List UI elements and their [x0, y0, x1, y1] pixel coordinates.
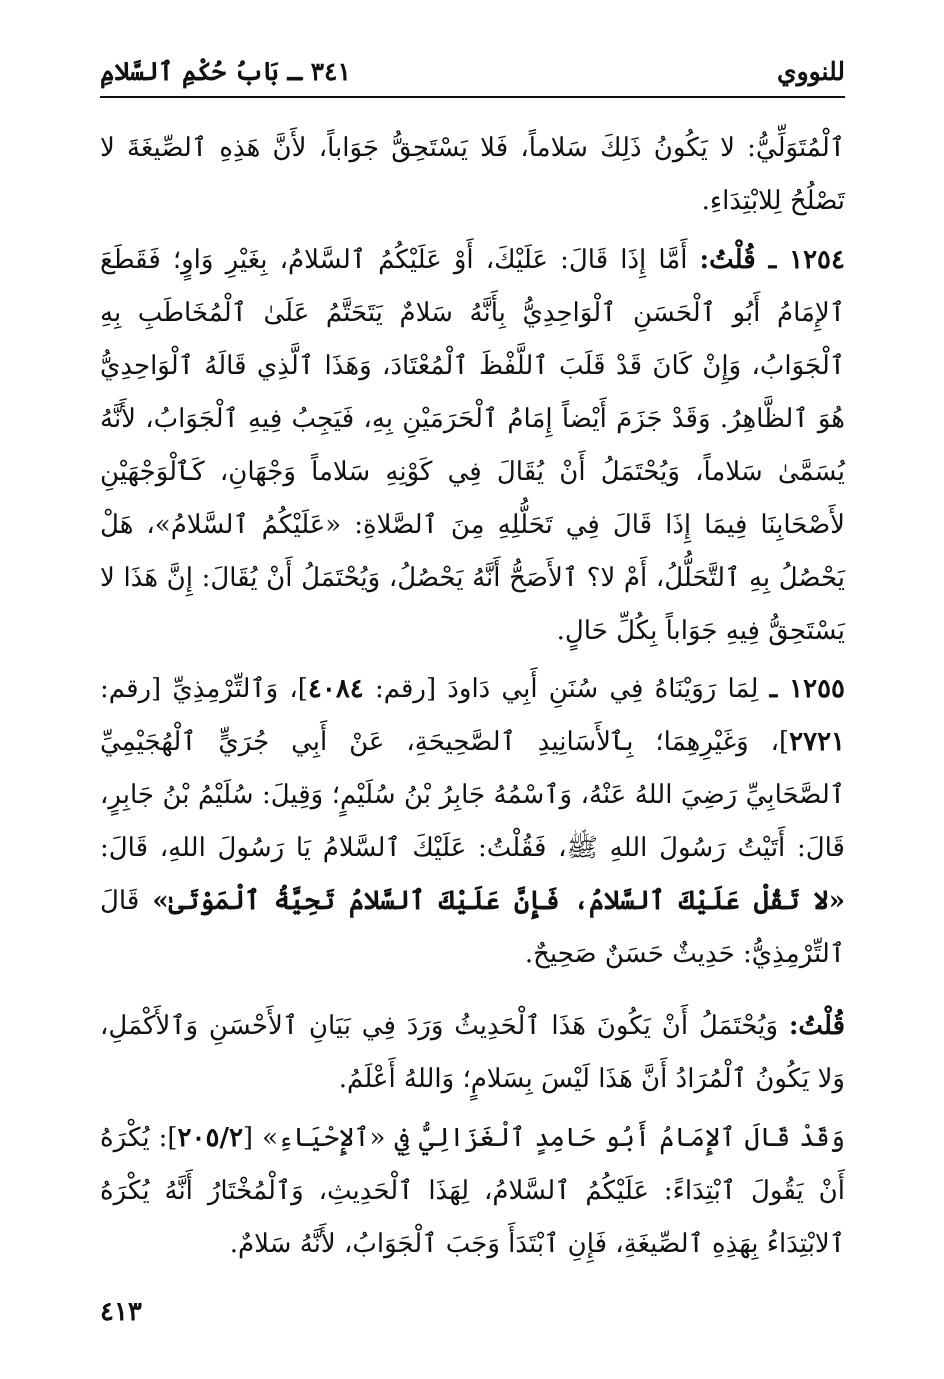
chapter-title: ٣٤١ ـ بَابُ حُكْمِ ٱلسَّلامِ — [100, 57, 351, 86]
paragraph-1 — [100, 122, 845, 228]
paragraph-1255-text-a: لِمَا رَوَيْنَاهُ فِي سُنَنِ أَبِي دَاودَ [رقم: — [363, 674, 770, 704]
qultu-lead: قُلْتُ: — [788, 1011, 845, 1041]
paragraph-qultu-text: وَيُحْتَمَلُ أَنْ يَكُونَ هَذَا ٱلْحَدِيثُ وَرَدَ فِي بَيَانِ ٱلأَحْسَنِ وَٱلأَكْمَلِ، وَلا يَكُونُ ٱلْمُرَادُ أَنَّ هَذَا لَيْسَ بِسَلامٍ؛ وَاللهُ أَعْلَمُ. — [100, 1011, 845, 1094]
paragraph-1255-text-c: ]، وَغَيْرِهِمَا؛ بِٱلأَسَانِيدِ ٱلصَّحِيحَةِ، عَنْ أَبِي جُرَيٍّ ٱلْهُجَيْمِيِّ ٱلصَّحَابِيِّ رَضِيَ اللهُ عَنْهُ، وَٱسْمُهُ جَابِرُ بْنُ سُلَيْمٍ؛ وَقِيلَ: سُلَيْمُ بْنُ جَابِرٍ، قَالَ: أَتَيْتُ رَسُولَ اللهِ ﷺ، فَقُلْتُ: عَلَيْكَ ٱلسَّلامُ يَا رَسُولَ اللهِ، قَالَ: — [100, 727, 845, 863]
paragraph-ghazali — [100, 1112, 845, 1271]
paragraph-ghazali-text-a: وَقَدْ قَالَ ٱلإِمَامُ أَبُو حَامِدٍ ٱلْغَزَالِيُّ فِي «ٱلإِحْيَاءِ» [ — [242, 1123, 845, 1153]
paragraph-1-text: ٱلْمُتَوَلِّيُّ: لا يَكُونُ ذَلِكَ سَلاماً، فَلا يَسْتَحِقُّ جَوَاباً، لأَنَّ هَذِهِ ٱلصِّيغَةَ لا تَصْلُحُ لِلابْتِدَاءِ. — [100, 133, 845, 216]
reference-abu-dawud: ٤٠٨٤ — [307, 674, 364, 704]
page-number: ٤١٣ — [100, 1297, 142, 1327]
hadith-quote: «لا تَقُلْ عَلَيْكَ ٱلسَّلامُ، فَإِنَّ عَلَيْكَ ٱلسَّلامُ تَحِيَّةُ ٱلْمَوْتَىٰ» — [152, 886, 845, 916]
paragraph-1255-text-b: ]، وَٱلتِّرْمِذِيِّ [رقم: — [100, 674, 308, 704]
running-header — [100, 48, 845, 88]
header-rule — [100, 96, 845, 98]
paragraph-1255 — [100, 663, 845, 981]
book-title: للنووي — [777, 57, 845, 86]
reference-tirmidhi: ٢٧٢١ — [789, 727, 845, 757]
entry-number-1255: ١٢٥٥ ـ — [769, 674, 845, 704]
paragraph-qultu — [100, 1000, 845, 1106]
entry-number-1254: ١٢٥٤ ـ قُلْتُ: — [699, 245, 845, 275]
paragraph-1255-text-d: قَالَ ٱلتِّرْمِذِيُّ: حَدِيثٌ حَسَنٌ صَحِيحٌ. — [100, 886, 845, 969]
paragraph-1254-text: أَمَّا إِذَا قَالَ: عَلَيْكَ، أَوْ عَلَيْكُمُ ٱلسَّلامُ، بِغَيْرِ وَاوٍ؛ فَقَطَعَ ٱلإِمَامُ أَبُو ٱلْحَسَنِ ٱلْوَاحِدِيُّ بِأَنَّهُ سَلامٌ يَتَحَتَّمُ عَلَىٰ ٱلْمُخَاطَبِ بِهِ ٱلْجَوَابُ، وَإِنْ كَانَ قَدْ قَلَبَ ٱللَّفْظَ ٱلْمُعْتَادَ، وَهَذَا ٱلَّذِي قَالَهُ ٱلْوَاحِدِيُّ هُوَ ٱلظَّاهِرُ. وَقَدْ جَزَمَ أَيْضاً إِمَامُ ٱلْحَرَمَيْنِ بِهِ، فَيَجِبُ فِيهِ ٱلْجَوَابُ، لأَنَّهُ يُسَمَّىٰ سَلاماً، وَيُحْتَمَلُ أَنْ يُقَالَ فِي كَوْنِهِ سَلاماً وَجْهَانِ، كَٱلْوَجْهَيْنِ لأَصْحَابِنَا فِيمَا إِذَا قَالَ فِي تَحَلُّلِهِ مِنَ ٱلصَّلاةِ: «عَلَيْكُمُ ٱلسَّلامُ»، هَلْ يَحْصُلُ بِهِ ٱلتَّحَلُّلُ، أَمْ لا؟ ٱلأَصَحُّ أَنَّهُ يَحْصُلُ، وَيُحْتَمَلُ أَنْ يُقَالَ: إِنَّ هَذَا لا يَسْتَحِقُّ فِيهِ جَوَاباً بِكُلِّ حَالٍ. — [100, 245, 845, 646]
reference-ihya: ٢٠٥/٢ — [177, 1123, 243, 1153]
paragraph-ghazali-text-b: ]: يُكْرَهُ أَنْ يَقُولَ ٱبْتِدَاءً: عَلَيْكُمُ ٱلسَّلامُ، لِهَذَا ٱلْحَدِيثِ، وَٱلْمُخْتَارُ أَنَّهُ يُكْرَهُ ٱلابْتِدَاءُ بِهَذِهِ ٱلصِّيغَةِ، فَإِنِ ٱبْتَدَأَ وَجَبَ ٱلْجَوَابُ، لأَنَّهُ سَلامٌ. — [100, 1123, 845, 1259]
paragraph-1254 — [100, 234, 845, 658]
